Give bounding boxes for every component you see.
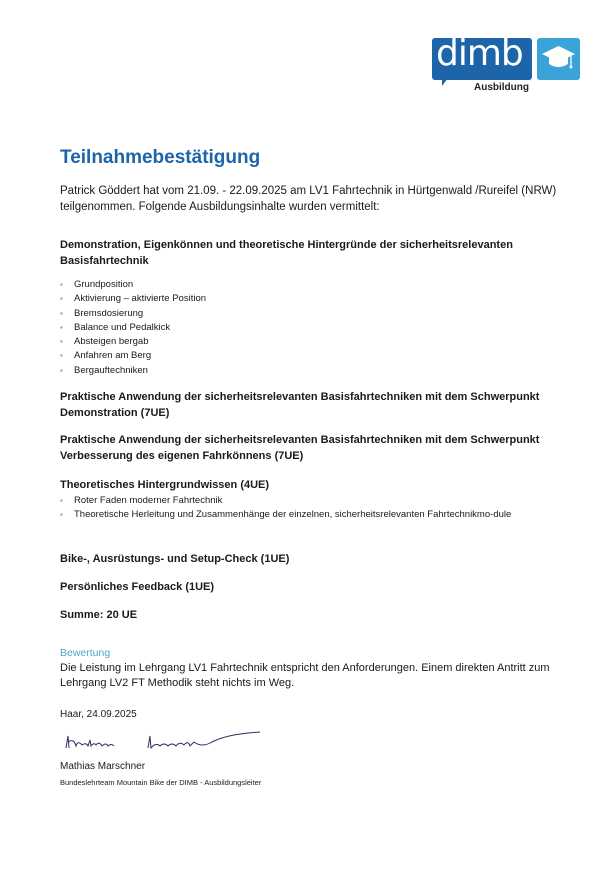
- section-heading: Theoretisches Hintergrundwissen (4UE): [60, 479, 270, 491]
- bullet-icon: ▪: [60, 322, 63, 332]
- logo-brand-box: [432, 33, 532, 80]
- section-heading: Persönliches Feedback (1UE): [60, 581, 215, 593]
- bullet-icon: ▪: [60, 337, 63, 347]
- total-units: Summe: 20 UE: [60, 609, 138, 621]
- bullet-icon: ▪: [60, 365, 63, 375]
- document-title: Teilnahmebestätigung: [60, 147, 261, 168]
- bullet-icon: ▪: [60, 294, 63, 304]
- logo-speech-tail: [442, 78, 448, 86]
- section-heading: Bike-, Ausrüstungs- und Setup-Check (1UE): [60, 553, 290, 565]
- list-item: ▪ Absteigen bergab: [60, 335, 560, 349]
- section-heading: Praktische Anwendung der sicherheitsrelevanten Basisfahrtechniken mit dem Schwerpunkt Verbesserung des eigenen Fahrkönnens (7UE): [60, 434, 540, 462]
- place-date: Haar, 24.09.2025: [60, 709, 137, 720]
- bullet-icon: ▪: [60, 280, 63, 289]
- list-item: ▪ Anfahren am Berg: [60, 349, 560, 363]
- bullet-icon: ▪: [60, 351, 63, 361]
- signer-name: Mathias Marschner: [60, 761, 146, 772]
- logo-subtitle: Ausbildung: [474, 82, 529, 93]
- list-item: ▪ Grundposition: [60, 278, 560, 292]
- list-item: ▪ Roter Faden moderner Fahrtechnik: [60, 494, 560, 508]
- intro-text: Patrick Göddert hat vom 21.09. - 22.09.2025 am LV1 Fahrtechnik in Hürtgenwald /Rureifel (NRW) teilgenommen. Folgende Ausbildungsinhalte wurden vermittelt:: [60, 185, 557, 213]
- signature-image: [62, 728, 262, 758]
- logo-icon-box: [537, 38, 580, 80]
- list-item: ▪ Aktivierung – aktivierte Position: [60, 292, 560, 306]
- section-heading: Praktische Anwendung der sicherheitsrelevanten Basisfahrtechniken mit dem Schwerpunkt Demonstration (7UE): [60, 391, 540, 419]
- list-item: ▪ Bremsdosierung: [60, 307, 560, 321]
- section-list: [60, 278, 560, 378]
- graduation-cap-icon: [541, 44, 576, 74]
- section-heading: Demonstration, Eigenkönnen und theoretische Hintergründe der sicherheitsrelevanten Basisfahrtechnik: [60, 239, 513, 267]
- list-item: ▪ Bergauftechniken: [60, 364, 560, 378]
- dimb-logo: [432, 33, 592, 96]
- bullet-icon: ▪: [60, 496, 63, 505]
- signer-role: Bundeslehrteam Mountain Bike der DIMB - Ausbildungsleiter: [60, 778, 262, 787]
- bullet-icon: ▪: [60, 308, 63, 318]
- bullet-icon: ▪: [60, 510, 63, 520]
- evaluation-text: Die Leistung im Lehrgang LV1 Fahrtechnik entspricht den Anforderungen. Einem direkten Antritt zum Lehrgang LV2 FT Methodik steht nichts im Weg.: [60, 662, 550, 689]
- list-item: ▪ Theoretische Herleitung und Zusammenhänge der einzelnen, sicherheitsrelevanten Fahrtechnikmo-dule: [60, 508, 544, 522]
- section-list: [60, 494, 560, 523]
- evaluation-heading: Bewertung: [60, 647, 111, 659]
- logo-brand-text: dimb: [436, 33, 523, 74]
- list-item: ▪ Balance und Pedalkick: [60, 321, 560, 335]
